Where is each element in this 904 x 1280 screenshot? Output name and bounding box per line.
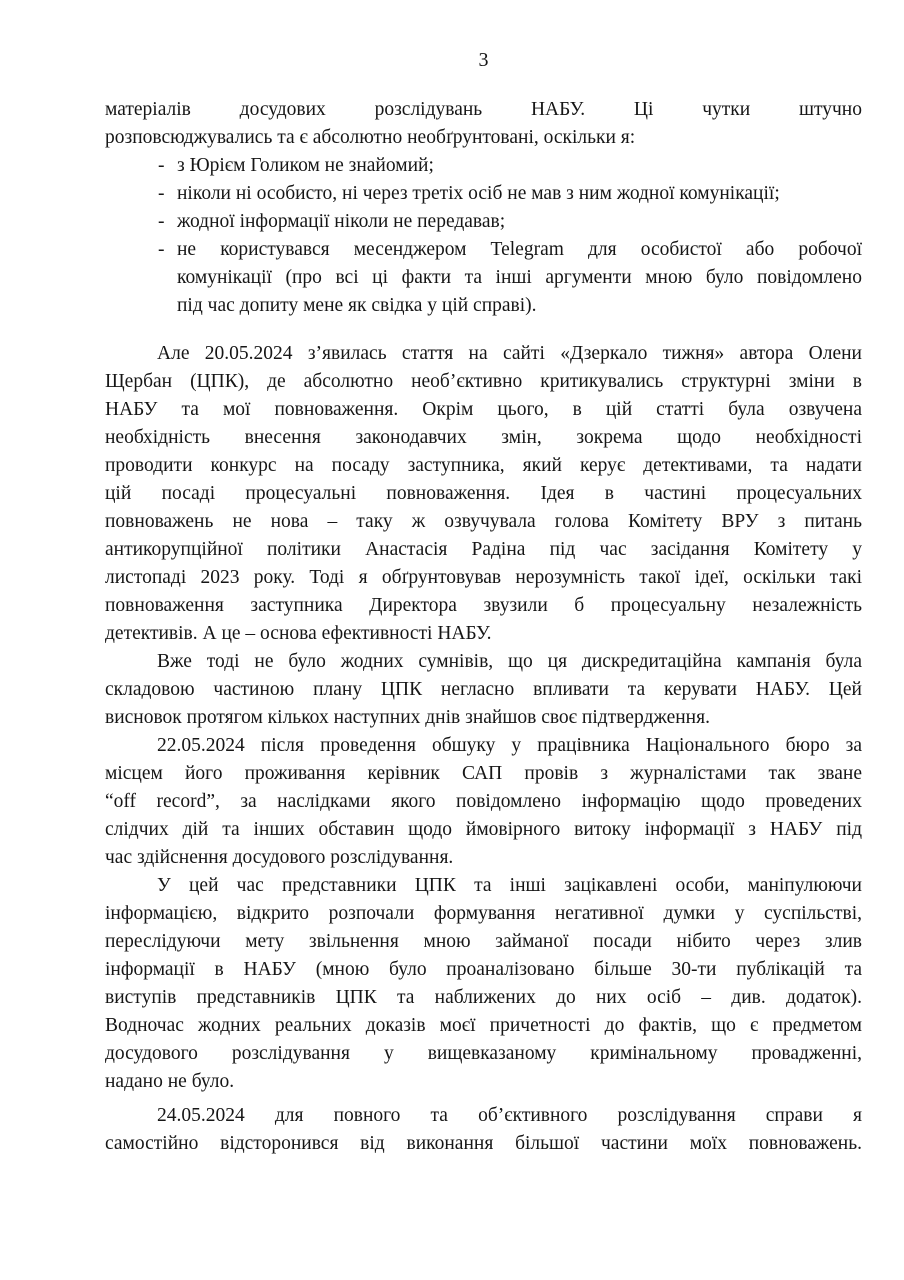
text-line: розповсюджувались та є абсолютно необґрунтовані, оскільки я: — [105, 127, 636, 148]
text-line: повноважень не нова – таку ж озвучувала голова Комітету ВРУ з питань — [105, 511, 862, 532]
text-line: виступів представників ЦПК та наближених до них осіб – див. додаток). — [105, 987, 862, 1008]
text-line: необхідність внесення законодавчих змін, зокрема щодо необхідності — [105, 427, 862, 448]
text-line: НАБУ та мої повноваження. Окрім цього, в цій статті була озвучена — [105, 399, 862, 420]
text-line: проводити конкурс на посаду заступника, який керує детективами, та надати — [105, 455, 862, 476]
text-line: переслідуючи мету звільнення мною займаної посади нібито через злив — [105, 931, 862, 952]
text-line: Водночас жодних реальних доказів моєї причетності до фактів, що є предметом — [105, 1015, 862, 1036]
bullet-dash: - — [158, 239, 165, 260]
text-line: з Юрієм Голиком не знайомий; — [177, 155, 434, 176]
text-line: ніколи ні особисто, ні через третіх осіб не мав з ним жодної комунікації; — [177, 183, 780, 204]
text-line: У цей час представники ЦПК та інші зацікавлені особи, маніпулюючи — [157, 875, 862, 896]
paragraph — [105, 96, 862, 152]
text-line: 22.05.2024 після проведення обшуку у працівника Національного бюро за — [157, 735, 862, 756]
document-body — [105, 96, 862, 1158]
text-line: час здійснення досудового розслідування. — [105, 847, 454, 868]
text-line: слідчих дій та інших обставин щодо ймовірного витоку інформації з НАБУ під — [105, 819, 862, 840]
text-line: висновок протягом кількох наступних днів знайшов своє підтвердження. — [105, 707, 710, 728]
text-line: “off record”, за наслідками якого повідомлено інформацію щодо проведених — [105, 791, 862, 812]
text-line: повноваження заступника Директора звузили б процесуальну незалежність — [105, 595, 862, 616]
text-line: детективів. А це – основа ефективності НАБУ. — [105, 623, 492, 644]
text-line: антикорупційної політики Анастасія Радіна під час засідання Комітету у — [105, 539, 862, 560]
text-line: цій посаді процесуальні повноваження. Ідея в частині процесуальних — [105, 483, 862, 504]
page-number: 3 — [478, 49, 489, 71]
paragraph — [105, 872, 862, 1096]
text-line: Щербан (ЦПК), де абсолютно необ’єктивно критикувались структурні зміни в — [105, 371, 862, 392]
paragraph — [105, 1102, 862, 1158]
text-line: матеріалів досудових розслідувань НАБУ. Ці чутки штучно — [105, 99, 862, 120]
text-line: складовою частиною плану ЦПК негласно впливати та керувати НАБУ. Цей — [105, 679, 862, 700]
text-line: інформацією, відкрито розпочали формування негативної думки у суспільстві, — [105, 903, 862, 924]
bullet-dash: - — [158, 211, 165, 232]
list-item — [105, 236, 862, 320]
text-line: Вже тоді не було жодних сумнівів, що ця дискредитаційна кампанія була — [157, 651, 862, 672]
text-line: не користувався месенджером Telegram для особистої або робочої — [177, 239, 862, 260]
list-item — [105, 152, 862, 180]
paragraph — [105, 648, 862, 732]
text-line: надано не було. — [105, 1071, 235, 1092]
text-line: листопаді 2023 року. Тоді я обґрунтовував нерозумність такої ідеї, оскільки такі — [105, 567, 862, 588]
bullet-dash: - — [158, 183, 165, 204]
text-line: комунікації (про всі ці факти та інші аргументи мною було повідомлено — [177, 267, 862, 288]
text-line: 24.05.2024 для повного та об’єктивного розслідування справи я — [157, 1105, 862, 1126]
text-line: під час допиту мене як свідка у цій справі). — [177, 295, 537, 316]
bullet-dash: - — [158, 155, 165, 176]
text-line: інформації в НАБУ (мною було проаналізовано більше 30-ти публікацій та — [105, 959, 862, 980]
text-line: самостійно відсторонився від виконання більшої частини моїх повноважень. — [105, 1133, 862, 1154]
text-line: жодної інформації ніколи не передавав; — [177, 211, 506, 232]
paragraph — [105, 732, 862, 872]
paragraph — [105, 340, 862, 648]
text-line: досудового розслідування у вищевказаному кримінальному провадженні, — [105, 1043, 862, 1064]
text-line: Але 20.05.2024 з’явилась стаття на сайті «Дзеркало тижня» автора Олени — [157, 343, 862, 364]
list-item — [105, 180, 862, 208]
list-item — [105, 208, 862, 236]
text-line: місцем його проживання керівник САП провів з журналістами так зване — [105, 763, 862, 784]
bullet-list — [105, 152, 862, 320]
